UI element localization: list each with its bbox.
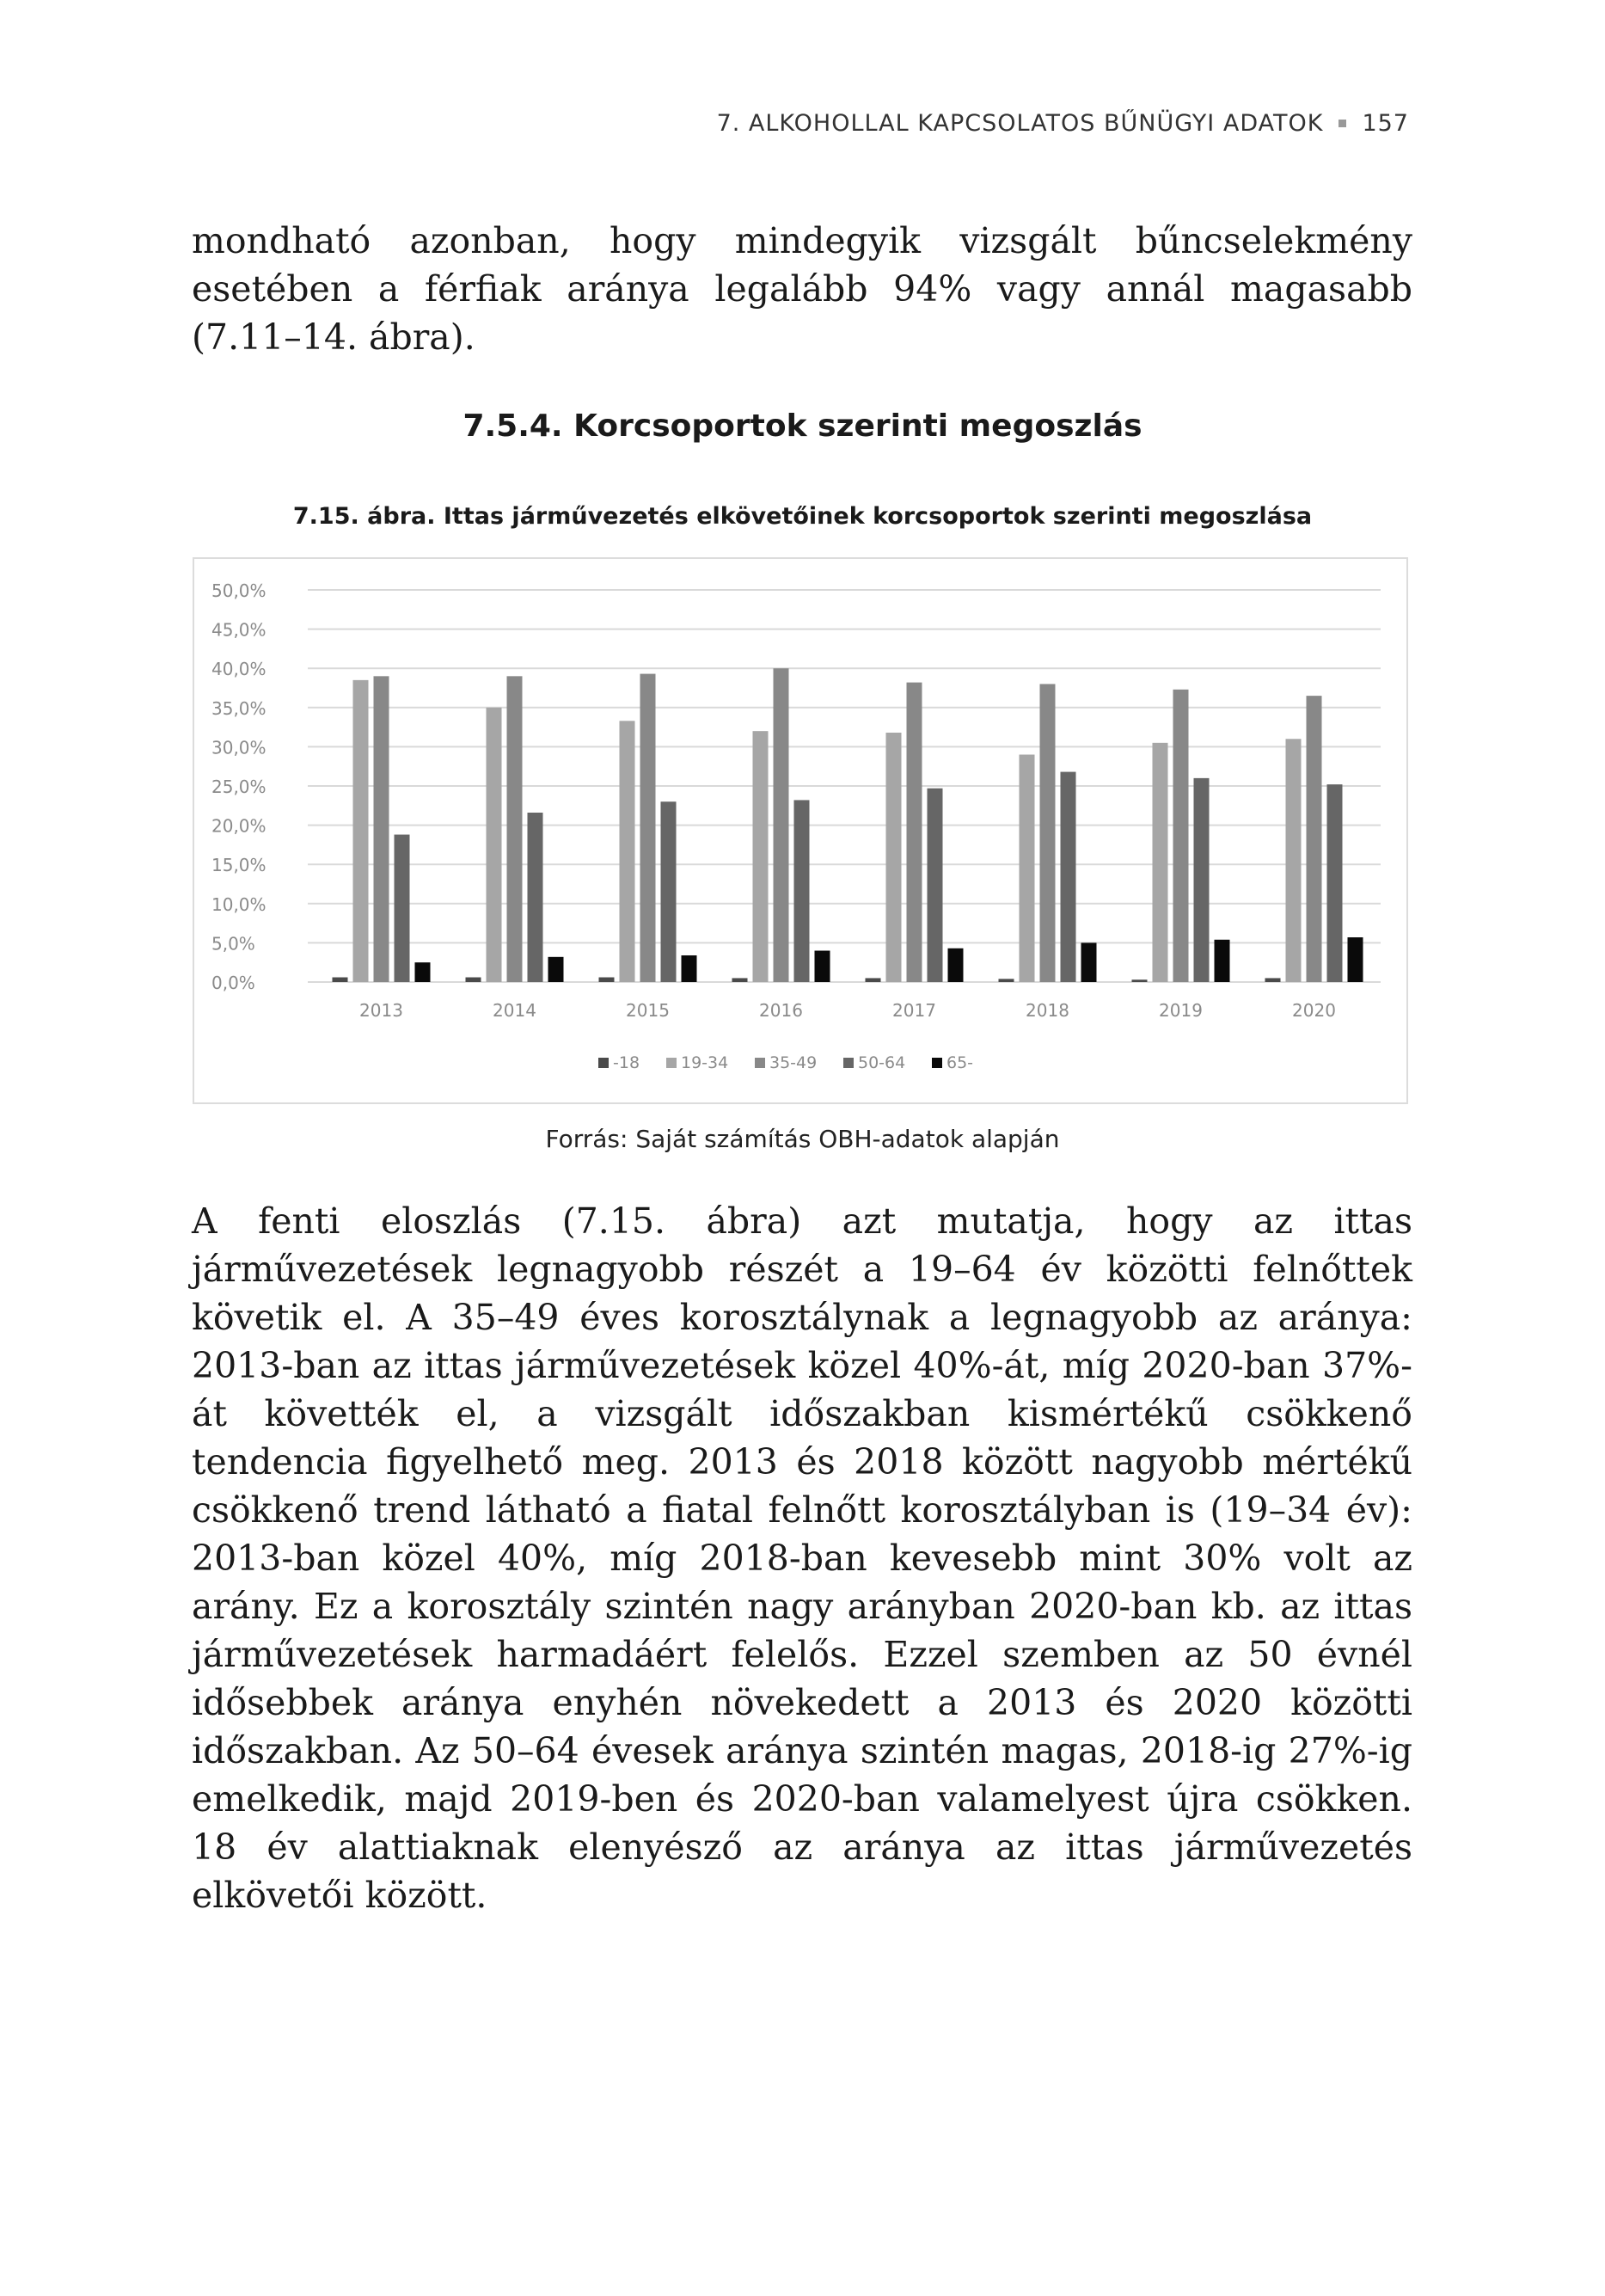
y-tick-label: 45,0%: [211, 619, 266, 641]
paragraph-analysis: A fenti eloszlás (7.15. ábra) azt mutatja, hogy az ittas járművezetések legnagyobb részét a 19–64 év közötti felnőttek követik el. A 35–49 éves korosztálynak a legnagyobb az aránya: 2013-ban az ittas járművezetések közel 40%-át, míg 2020-ban 37%-át követték el, a vizsgált időszakban kismértékű csökkenő tendencia figyelhető meg. 2013 és 2018 között nagyobb mértékű csökkenő trend látható a fiatal felnőtt korosztályban is (19–34 év): 2013-ban közel 40%, míg 2018-ban kevesebb mint 30% volt az arány. Ez a korosztály szintén nagy arányban 2020-ban kb. az ittas járművezetések harmadáért felelős. Ezzel szemben az 50 évnél idősebbek aránya enyhén növekedett a 2013 és 2020 közötti időszakban. Az 50–64 évesek aránya szintén magas, 2018-ig 27%-ig emelkedik, majd 2019-ben és 2020-ban valamelyest újra csökken. 18 év alattiaknak elenyésző az aránya az ittas járművezetés elkövetői között.: [192, 1200, 1412, 1916]
x-tick-label: 2013: [359, 1000, 403, 1021]
bar: [1153, 743, 1168, 982]
chapter-title: 7. ALKOHOLLAL KAPCSOLATOS BŰNÜGYI ADATOK: [716, 110, 1324, 137]
legend-label: 19-34: [681, 1053, 729, 1072]
y-tick-label: 5,0%: [211, 933, 255, 955]
separator-square-icon: [1339, 120, 1346, 127]
bar: [1286, 739, 1302, 982]
legend-label: 35-49: [769, 1053, 818, 1072]
bar: [1348, 937, 1363, 982]
y-tick-label: 10,0%: [211, 893, 266, 915]
bar: [374, 676, 389, 982]
legend-label: 65-: [946, 1053, 974, 1072]
bar-chart: [194, 559, 1406, 1102]
bar: [487, 708, 502, 982]
bar: [999, 979, 1014, 982]
bar: [1081, 942, 1097, 982]
chart-container: [193, 557, 1408, 1104]
legend-label: 50-64: [858, 1053, 906, 1072]
bar: [794, 800, 810, 982]
bar: [1194, 778, 1210, 982]
y-tick-label: 15,0%: [211, 855, 266, 876]
bar: [948, 948, 964, 982]
x-tick-label: 2017: [892, 1000, 936, 1021]
bar: [1061, 772, 1076, 982]
bar: [886, 733, 902, 982]
bar: [1215, 940, 1230, 982]
bar: [866, 978, 881, 982]
legend-swatch: [932, 1058, 942, 1068]
bar: [466, 978, 481, 982]
legend-swatch: [843, 1058, 854, 1068]
bar: [353, 680, 369, 982]
bar: [732, 978, 748, 982]
bar: [1040, 684, 1056, 982]
running-head: [717, 110, 1409, 137]
bar: [528, 813, 543, 982]
bar: [599, 978, 615, 982]
bar: [1173, 690, 1189, 982]
legend-swatch: [755, 1058, 765, 1068]
x-tick-label: 2016: [759, 1000, 803, 1021]
y-tick-label: 35,0%: [211, 697, 266, 719]
bar: [774, 668, 789, 982]
bar: [1327, 784, 1343, 982]
bar: [1020, 755, 1035, 982]
bar: [548, 957, 564, 982]
legend-swatch: [666, 1058, 677, 1068]
legend-label: -18: [613, 1053, 640, 1072]
bar: [640, 674, 656, 982]
legend-swatch: [598, 1058, 609, 1068]
y-tick-label: 40,0%: [211, 659, 266, 680]
y-tick-label: 0,0%: [211, 973, 255, 993]
bar: [815, 951, 830, 982]
bar: [682, 955, 697, 982]
x-tick-label: 2015: [626, 1000, 670, 1021]
bar: [1132, 979, 1148, 982]
x-tick-label: 2014: [493, 1000, 536, 1021]
bar: [507, 676, 523, 982]
bar: [620, 721, 635, 982]
bar: [928, 789, 943, 982]
bar: [1265, 978, 1281, 982]
bar: [395, 835, 410, 982]
y-tick-label: 20,0%: [211, 815, 266, 837]
bar: [907, 683, 922, 982]
x-tick-label: 2019: [1159, 1000, 1203, 1021]
bar: [1307, 696, 1322, 982]
bar: [415, 962, 431, 982]
bar: [661, 801, 677, 982]
x-tick-label: 2020: [1292, 1000, 1336, 1021]
section-heading: 7.5.4. Korcsoportok szerinti megoszlás: [463, 408, 1142, 444]
y-tick-label: 25,0%: [211, 777, 266, 797]
bar: [753, 731, 769, 982]
y-tick-label: 30,0%: [211, 737, 266, 758]
page-number: 157: [1362, 110, 1409, 137]
paragraph-intro: mondható azonban, hogy mindegyik vizsgált bűncselekmény esetében a férfiak aránya legalább 94% vagy annál magasabb (7.11–14. ábra).: [192, 220, 1412, 358]
bar: [333, 978, 348, 982]
figure-caption: 7.15. ábra. Ittas járművezetés elkövetőinek korcsoportok szerinti megoszlása: [292, 503, 1313, 530]
y-tick-label: 50,0%: [211, 580, 266, 601]
figure-source: Forrás: Saját számítás OBH-adatok alapján: [545, 1125, 1060, 1153]
x-tick-label: 2018: [1026, 1000, 1069, 1021]
